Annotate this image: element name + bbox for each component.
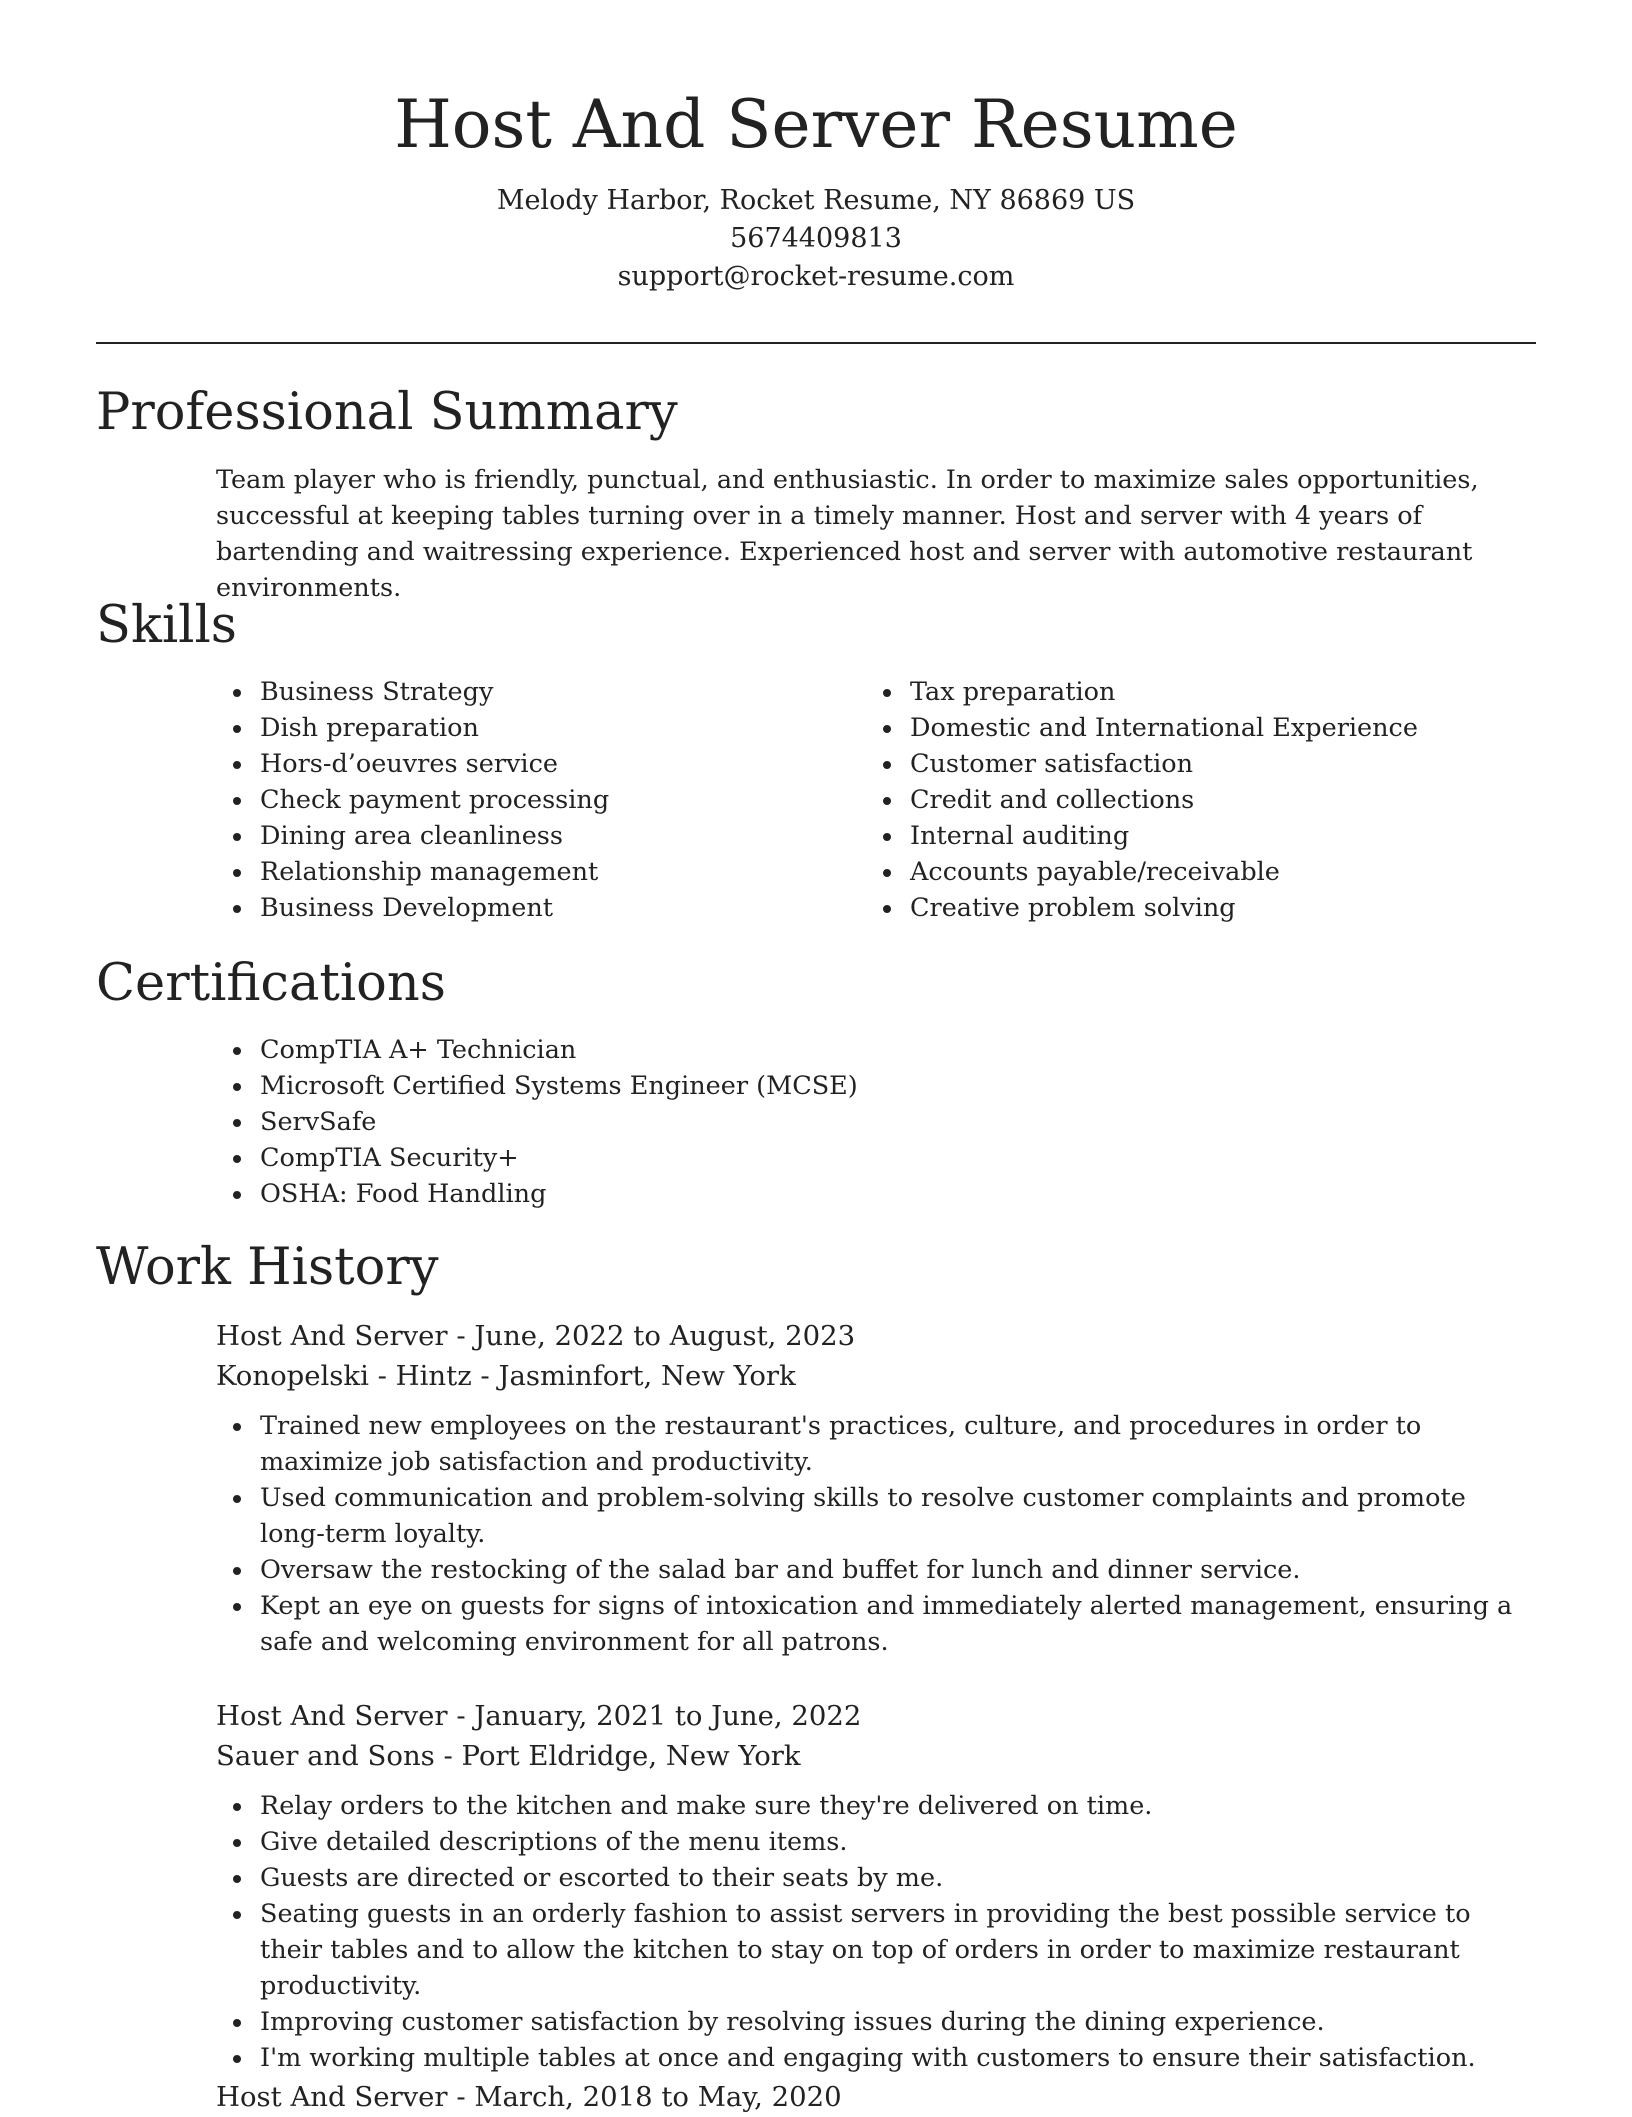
- contact-address: Melody Harbor, Rocket Resume, NY 86869 US: [496, 185, 1136, 216]
- job-bullet: Oversaw the restocking of the salad bar and buffet for lunch and dinner service.: [216, 1552, 1536, 1588]
- certification-item: OSHA: Food Handling: [216, 1176, 1536, 1212]
- job-company-location: Konopelski - Hintz - Jasminfort, New York: [216, 1360, 796, 1392]
- skill-item: Internal auditing: [866, 818, 1506, 854]
- skill-item: Dining area cleanliness: [216, 818, 856, 854]
- skill-item: Credit and collections: [866, 782, 1506, 818]
- job-bullet: Kept an eye on guests for signs of intoxication and immediately alerted management, ensuring a safe and welcoming environment for all patrons.: [216, 1588, 1536, 1660]
- job-entry: [216, 1316, 1536, 1660]
- job-entry: [216, 2077, 1536, 2117]
- job-bullet: I'm working multiple tables at once and engaging with customers to ensure their satisfaction.: [216, 2040, 1536, 2076]
- skills-column-right: [866, 674, 1506, 926]
- section-title-skills: Skills: [96, 596, 237, 655]
- job-entry: [216, 1696, 1536, 2076]
- job-bullet: Used communication and problem-solving skills to resolve customer complaints and promote long-term loyalty.: [216, 1480, 1536, 1552]
- skill-item: Business Development: [216, 890, 856, 926]
- document-title: Host And Server Resume: [394, 86, 1238, 163]
- job-title-dates: Host And Server - June, 2022 to August, 2023: [216, 1320, 856, 1352]
- certifications-list: [216, 1032, 1536, 1212]
- job-bullet: Give detailed descriptions of the menu items.: [216, 1824, 1536, 1860]
- section-title-summary: Professional Summary: [96, 383, 678, 442]
- job-bullet: Guests are directed or escorted to their seats by me.: [216, 1860, 1536, 1896]
- skill-item: Tax preparation: [866, 674, 1506, 710]
- header-divider: [96, 342, 1536, 344]
- skill-item: Business Strategy: [216, 674, 856, 710]
- summary-text: Team player who is friendly, punctual, and enthusiastic. In order to maximize sales opportunities, successful at keeping tables turning over in a timely manner. Host and server with 4 years of bartending and waitressing experience. Experienced host and server with automotive restaurant environments.: [216, 465, 1479, 603]
- section-title-work-history: Work History: [96, 1238, 439, 1297]
- skill-item: Creative problem solving: [866, 890, 1506, 926]
- job-bullet: Seating guests in an orderly fashion to assist servers in providing the best possible service to their tables and to allow the kitchen to stay on top of orders in order to maximize restaurant productivity.: [216, 1896, 1536, 2004]
- skill-item: Customer satisfaction: [866, 746, 1506, 782]
- section-title-certifications: Certifications: [96, 954, 446, 1013]
- contact-info: [0, 182, 1632, 296]
- job-title-dates: Host And Server - January, 2021 to June, 2022: [216, 1700, 862, 1732]
- job-bullet: Trained new employees on the restaurant's practices, culture, and procedures in order to maximize job satisfaction and productivity.: [216, 1408, 1536, 1480]
- contact-phone: 5674409813: [730, 223, 902, 254]
- certification-item: CompTIA A+ Technician: [216, 1032, 1536, 1068]
- skill-item: Hors-d’oeuvres service: [216, 746, 856, 782]
- certification-item: CompTIA Security+: [216, 1140, 1536, 1176]
- job-company-location: Sauer and Sons - Port Eldridge, New York: [216, 1740, 801, 1772]
- skill-item: Domestic and International Experience: [866, 710, 1506, 746]
- skills-column-left: [216, 674, 856, 926]
- certification-item: ServSafe: [216, 1104, 1536, 1140]
- job-title-dates: Host And Server - March, 2018 to May, 2020: [216, 2081, 842, 2113]
- skill-item: Dish preparation: [216, 710, 856, 746]
- job-bullet: Relay orders to the kitchen and make sure they're delivered on time.: [216, 1788, 1536, 1824]
- skill-item: Relationship management: [216, 854, 856, 890]
- skill-item: Accounts payable/receivable: [866, 854, 1506, 890]
- job-bullet: Improving customer satisfaction by resolving issues during the dining experience.: [216, 2004, 1536, 2040]
- skill-item: Check payment processing: [216, 782, 856, 818]
- contact-email: support@rocket-resume.com: [617, 261, 1015, 292]
- certification-item: Microsoft Certified Systems Engineer (MCSE): [216, 1068, 1536, 1104]
- resume-header: [0, 80, 1632, 296]
